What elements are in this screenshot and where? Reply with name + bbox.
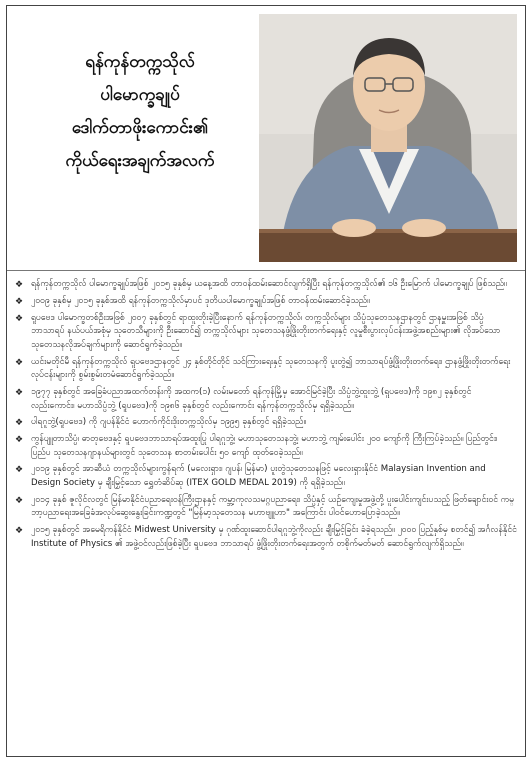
biography-list (15, 278, 517, 555)
list-item-text: ကွန်ပျူတာသိပ္ပံ၊ ဓာတုဗေဒနှင့် ရူပဗေဒဘာသာရပ်အထူးပြု ပါရဂူဘွဲ့၊ မဟာသုတေသနဘွဲ့၊ မဟာဘွဲ့ ကျမ်းပေါင်း ၂၀၀ ကျော်ကို ကြီးကြပ်ခဲ့သည်။ ပြည်တွင်း၊ ပြည်ပ သုတေသနဂျာနယ်များတွင် သုတေသန စာတမ်းပေါင်း ၅၀ ကျော် ထုတ်ဝေခဲ့သည်။ (31, 434, 498, 458)
diamond-dots-icon: ❖ (15, 418, 24, 429)
list-item-text: ပါရဂူဘွဲ့(ရူပဗေဒ) ကို ဂျပန်နိုင်ငံ ဟောက်ကိုင်းဒိုးတက္ကသိုလ်မှ ၁၉၉၅ ခုနှစ်တွင် ရရှိခဲ့သည်။ (31, 417, 307, 428)
list-item (15, 295, 517, 309)
diamond-dots-icon: ❖ (15, 296, 24, 307)
list-item (15, 463, 517, 490)
diamond-dots-icon: ❖ (15, 313, 24, 324)
list-item-text: ၂၀၁၉ ခုနှစ်တွင် အာဆီယံ တက္ကသိုလ်များကွန်ရက် (မလေးရှား၊ ဂျပန်၊ မြန်မာ) ပူးတွဲသုတေသနဖြင့် မလေးရှားနိုင်ငံ Malaysian Invention and Design Society မှ ချီးမြှင့်သော ရွှေတံဆိပ်ဆု (ITEX GOLD MEDAL 2019) ကို ရရှိခဲ့သည်။ (31, 464, 486, 489)
title-line-1: ရန်ကုန်တက္ကသိုလ် (85, 52, 195, 72)
list-item (15, 386, 517, 413)
header-divider (7, 270, 525, 271)
list-item (15, 524, 517, 551)
article-header (7, 6, 525, 268)
title-line-2: ပါမောက္ခချုပ် (100, 85, 180, 105)
diamond-dots-icon: ❖ (15, 280, 24, 290)
list-item (15, 494, 517, 521)
diamond-dots-icon: ❖ (15, 387, 24, 398)
list-item (15, 278, 517, 292)
portrait-illustration (259, 14, 517, 262)
diamond-dots-icon: ❖ (15, 465, 24, 476)
diamond-dots-icon: ❖ (15, 526, 24, 537)
diamond-dots-icon: ❖ (15, 495, 24, 506)
list-item (15, 416, 517, 430)
list-item-text: ယင်းမတိုင်မီ ရန်ကုန်တက္ကသိုလ် ရူပဗေဒဌာနတွင် ၂၄ နှစ်တိုင်တိုင် သင်ကြားရေးနှင့် သုတေသနကို ပူးတွဲ၍ ဘာသာရပ်ဖွံ့ဖြိုးတိုးတက်ရေး၊ ဌာနဖွံ့ဖြိုးတိုးတက်ရေးလုပ်ငန်းများကို စွမ်းစွမ်းတမံဆောင်ရွက်ခဲ့သည်။ (31, 356, 511, 381)
diamond-dots-icon: ❖ (15, 435, 24, 446)
list-item (15, 356, 517, 383)
list-item (15, 312, 517, 353)
portrait-photo (259, 14, 517, 262)
article-title (21, 46, 259, 178)
list-item-text: ၂၀၁၅ ခုနှစ်တွင် အမေရိကန်နိုင်ငံ Midwest University မှ ဂုဏ်ထူးဆောင်ပါရဂူဘွဲ့ကိုလည်း ချီးမြှင့်ခြင်း ခံခဲ့ရသည်။ ၂၀၀၀ ပြည့်နှစ်မှ စတင်၍ အင်္ဂလန်နိုင်ငံ Institute of Physics ၏ အဖွဲ့ဝင်လည်းဖြစ်ခဲ့ပြီး ရူပဗေဒ ဘာသာရပ် ဖွံ့ဖြိုးတိုးတက်ရေးအတွက် တစိုက်မတ်မတ် ဆောင်ရွက်လျက်ရှိသည်။ (31, 525, 517, 549)
list-item-text: ၂၀၁၄ ခုနှစ် ဇူလိုင်လတွင် မြန်မာနိုင်ငံပညာရေးဝန်ကြီးဌာနနှင့် ကမ္ဘာ့ကုလသမဂ္ဂပညာရေး၊ သိပ္ပံနှင့် ယဉ်ကျေးမှုအဖွဲ့တို့ ပူးပေါင်းကျင်းပသည့် ဖြတ်ချောင်းဝင် ကမ္ဘာ့ပညာရေးအခြေခံအလုပ်ဆွေးနွေးခြင်းကဏ္ဍတွင် "မြန်မာ့သုတေသန မဟာဗျူဟာ" အကြောင်း ပါဝင်ဟောပြောခဲ့သည်။ (31, 494, 515, 519)
list-item-text: ၂၀၀၉ ခုနှစ်မှ ၂၀၁၅ ခုနှစ်အထိ ရန်ကုန်တက္ကသိုလ်မှာပင် ဒုတိယပါမောက္ခချုပ်အဖြစ် တာဝန်ထမ်းဆောင်ခဲ့သည်။ (31, 295, 370, 306)
list-item-text: ရန်ကုန်တက္ကသိုလ် ပါမောက္ခချုပ်အဖြစ် ၂၀၁၅ ခုနှစ်မှ ယနေ့အထိ တာဝန်ထမ်းဆောင်လျက်ရှိပြီး ရန်ကုန်တက္ကသိုလ်၏ ၁၆ ဦးမြောက် ပါမောက္ခချုပ် ဖြစ်သည်။ (31, 279, 507, 289)
diamond-dots-icon: ❖ (15, 357, 24, 368)
list-item-text: ရူပဗေဒ ပါမောက္ခတစ်ဦးအဖြစ် ၂၀၀၇ ခုနှစ်တွင် ရာထူးတိုးခဲ့ပြီးနောက် ရန်ကုန်တက္ကသိုလ်၊ တက္ကသိုလ်များ သိပ္ပံသုတေသနဌာနတွင် ဌာနမှူးအဖြစ် သိပ္ပံဘာသာရပ် နယ်ပယ်အစုံမှ သုတေသီများကို ဦးဆောင်၍ တက္ကသိုလ်များ သုတေသနဖွံ့ဖြိုးတိုးတက်ရေးနှင့် လူမှုစီးပွားလုပ်ငန်းအဖွဲ့အစည်းများ၏ လိုအပ်သော သုတေသနလိုအပ်ချက်များကို ဆောင်ရွက်ခဲ့သည်။ (31, 312, 501, 350)
list-item (15, 433, 517, 460)
article-frame (6, 5, 526, 757)
title-line-3: ဒေါက်တာဖိုးကောင်း၏ (71, 118, 209, 138)
list-item-text: ၁၉၇၇ ခုနှစ်တွင် အခြေခံပညာအထက်တန်းကို အထက(၁) လမ်းမတော် ရန်ကုန်မြို့မှ အောင်မြင်ခဲ့ပြီး သိပ္ပံဘွဲ့ထူးဘွဲ့ (ရူပဗေဒ)ကို ၁၉၈၂ ခုနှစ်တွင် လည်းကောင်း၊ မဟာသိပ္ပံဘွဲ့ (ရူပဗေဒ)ကို ၁၉၈၆ ခုနှစ်တွင် လည်းကောင်း ရန်ကုန်တက္ကသိုလ်မှ ရရှိခဲ့သည်။ (31, 386, 472, 411)
title-line-4: ကိုယ်ရေးအချက်အလက် (65, 151, 215, 171)
